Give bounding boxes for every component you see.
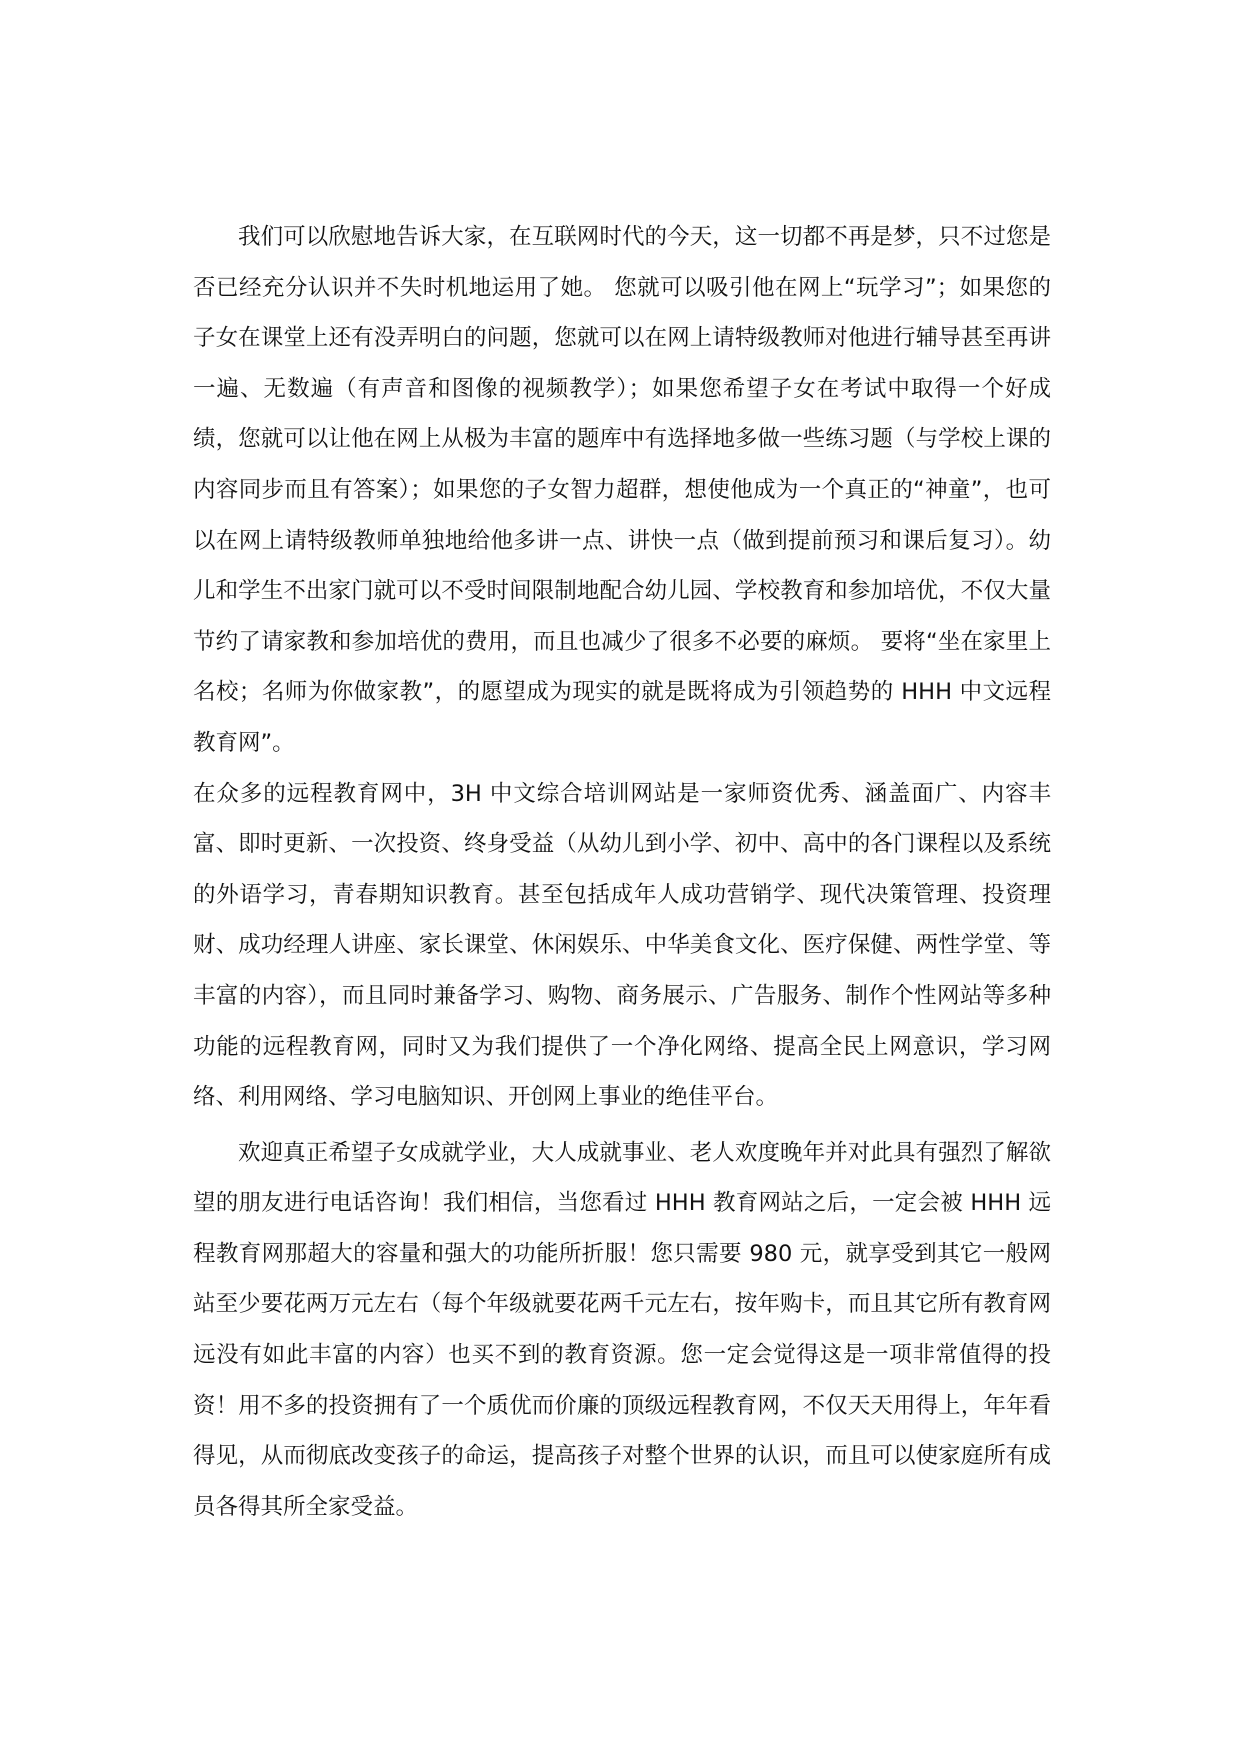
paragraph-intro: 我们可以欣慰地告诉大家，在互联网时代的今天，这一切都不再是梦，只不过您是否已经充分认识并不失时机地运用了她。 您就可以吸引他在网上“玩学习”；如果您的子女在课堂上还有没弄明白的问题，您就可以在网上请特级教师对他进行辅导甚至再讲一遍、无数遍（有声音和图像的视频教学）；如果您希望子女在考试中取得一个好成绩，您就可以让他在网上从极为丰富的题库中有选择地多做一些练习题（与学校上课的内容同步而且有答案）；如果您的子女智力超群，想使他成为一个真正的“神童”，也可以在网上请特级教师单独地给他多讲一点、讲快一点（做到提前预习和课后复习）。幼儿和学生不出家门就可以不受时间限制地配合幼儿园、学校教育和参加培优，不仅大量节约了请家教和参加培优的费用，而且也减少了很多不必要的麻烦。 要将“坐在家里上名校；名师为你做家教”，的愿望成为现实的就是既将成为引领趋势的 HHH 中文远程教育网”。 [193, 224, 1051, 756]
paragraph-website-features: 在众多的远程教育网中，3H 中文综合培训网站是一家师资优秀、涵盖面广、内容丰富、即时更新、一次投资、终身受益（从幼儿到小学、初中、高中的各门课程以及系统的外语学习，青春期知识教育。甚至包括成年人成功营销学、现代决策管理、投资理财、成功经理人讲座、家长课堂、休闲娱乐、中华美食文化、医疗保健、两性学堂、等丰富的内容），而且同时兼备学习、购物、商务展示、广告服务、制作个性网站等多种功能的远程教育网，同时又为我们提供了一个净化网络、提高全民上网意识，学习网络、利用网络、学习电脑知识、开创网上事业的绝佳平台。 [193, 780, 1051, 1111]
paragraph-consultation: 欢迎真正希望子女成就学业，大人成就事业、老人欢度晚年并对此具有强烈了解欲望的朋友进行电话咨询！我们相信，当您看过 HHH 教育网站之后，一定会被 HHH 远程教育网那超大的容量和强大的功能所折服！您只需要 980 元，就享受到其它一般网站至少要花两万元左右（每个年级就要花两千元左右，按年购卡，而且其它所有教育网远没有如此丰富的内容）也买不到的教育资源。您一定会觉得这是一项非常值得的投资！用不多的投资拥有了一个质优而价廉的顶级远程教育网，不仅天天用得上，年年看得见，从而彻底改变孩子的命运，提高孩子对整个世界的认识，而且可以使家庭所有成员各得其所全家受益。 [193, 1139, 1051, 1520]
document-body [193, 212, 1051, 1532]
